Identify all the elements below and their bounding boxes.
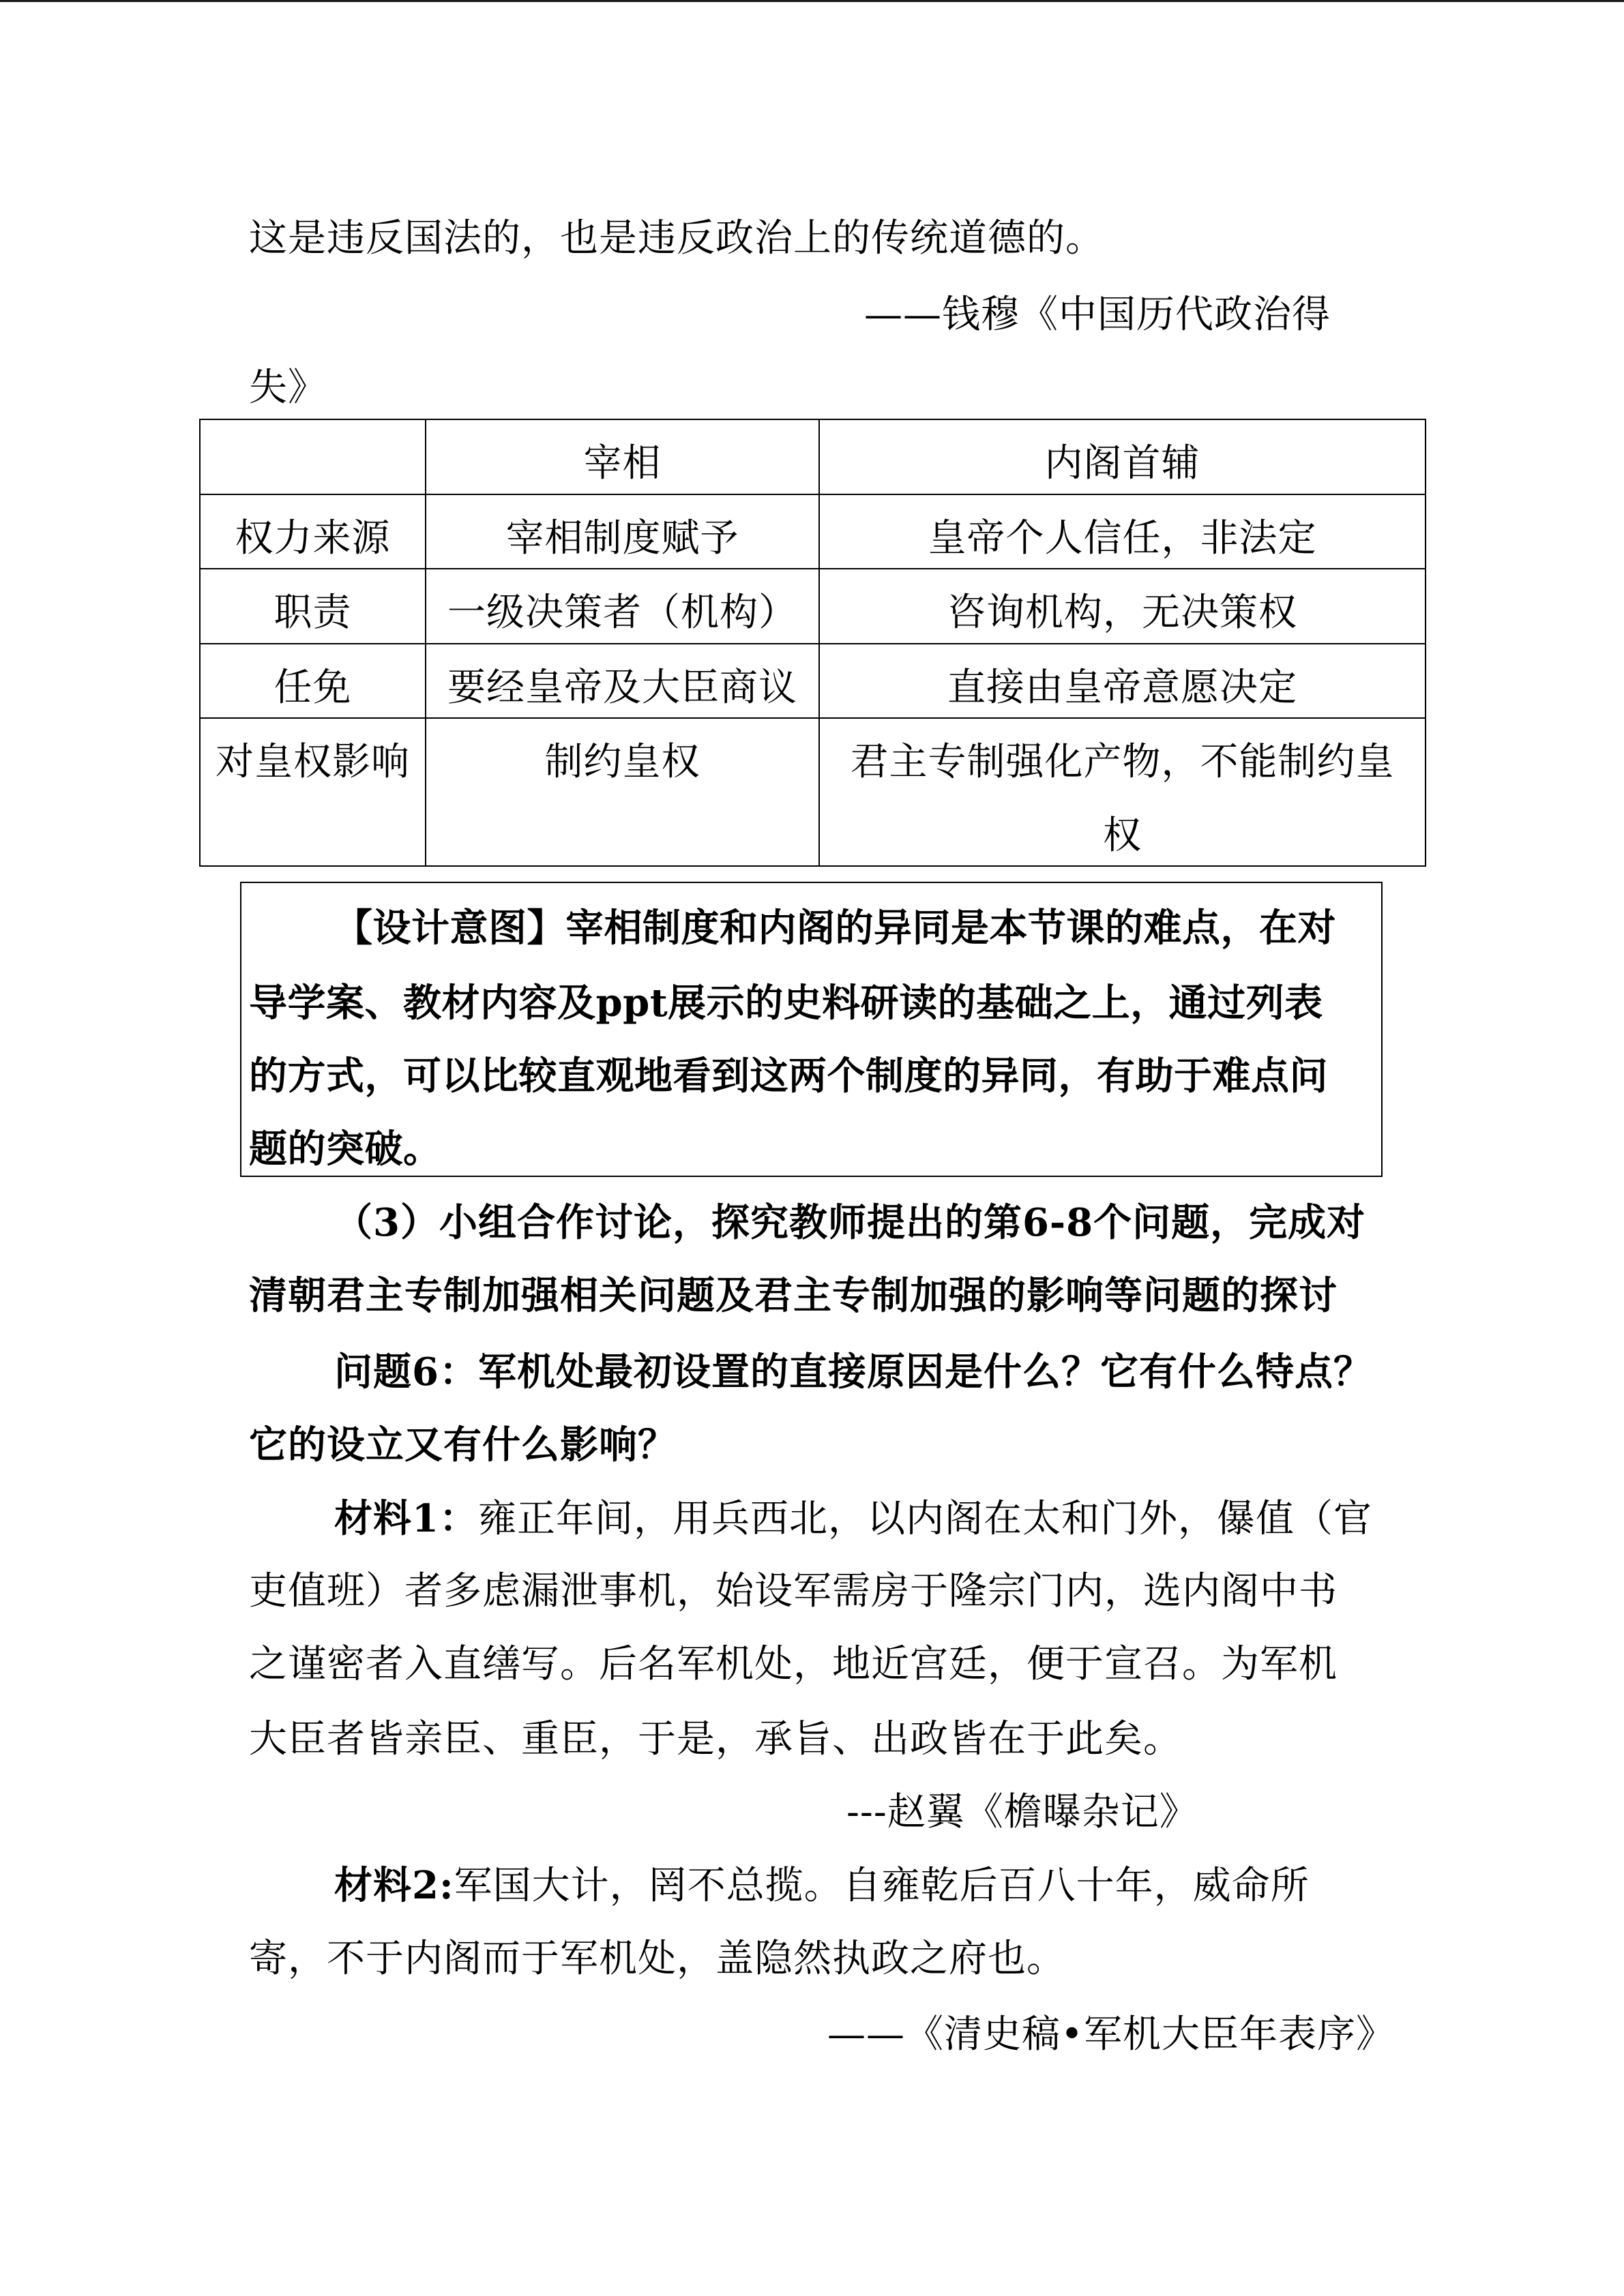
table-corner-cell — [201, 420, 426, 495]
material-2-label: 材料2: — [334, 1863, 454, 1908]
table-cell-chancellor: 制约皇权 — [426, 719, 820, 867]
quote-source-line-2: 失》 — [249, 366, 327, 410]
material-1-line-1 — [334, 1497, 1372, 1540]
table-cell-chancellor: 要经皇帝及大臣商议 — [426, 644, 820, 719]
design-intent-line-3: 的方式，可以比较直观地看到这两个制度的异同，有助于难点问 — [249, 1054, 1328, 1099]
material-2-source: ——《清史稿•军机大臣年表序》 — [827, 2012, 1396, 2057]
table-cell-grand-secretary: 直接由皇帝意愿决定 — [820, 644, 1426, 719]
design-intent-label: 【设计意图】 — [334, 906, 565, 951]
design-intent-box — [240, 882, 1383, 1177]
material-1-source: ---赵翼《檐曝杂记》 — [846, 1790, 1198, 1834]
question-6-line-2: 它的设立又有什么影响？ — [249, 1422, 677, 1467]
table-cell-chancellor: 一级决策者（机构） — [426, 569, 820, 644]
table-cell-grand-secretary: 君主专制强化产物，不能制约皇权 — [820, 719, 1426, 867]
design-intent-text: 宰相制度和内阁的异同是本节课的难点，在对 — [565, 906, 1336, 951]
quote-source-line-1: ——钱穆《中国历代政治得 — [864, 293, 1331, 337]
material-2-line-2: 寄，不于内阁而于军机处，盖隐然执政之府也。 — [249, 1937, 1065, 1981]
discussion-line-1: （3）小组合作讨论，探究教师提出的第6-8个问题，完成对 — [334, 1200, 1366, 1245]
material-1-line-4: 大臣者皆亲臣、重臣，于是，承旨、出政皆在于此矣。 — [249, 1717, 1182, 1761]
table-header-chancellor: 宰相 — [426, 420, 820, 495]
table-cell-grand-secretary: 咨询机构，无决策权 — [820, 569, 1426, 644]
material-1-text: 雍正年间，用兵西北，以内阁在太和门外，儤值（官 — [477, 1497, 1372, 1541]
design-intent-line-2: 导学案、教材内容及ppt展示的史料研读的基础之上，通过列表 — [249, 981, 1323, 1026]
table-cell-aspect: 权力来源 — [201, 495, 426, 569]
page-top-edge — [0, 0, 1624, 2]
material-2-text: 军国大计，罔不总揽。自雍乾后百八十年，威命所 — [454, 1864, 1310, 1908]
question-6-line-1: 问题6：军机处最初设置的直接原因是什么？它有什么特点？ — [334, 1350, 1372, 1395]
table-cell-chancellor: 宰相制度赋予 — [426, 495, 820, 569]
material-2-line-1 — [334, 1864, 1310, 1907]
table-cell-aspect: 职责 — [201, 569, 426, 644]
quote-text: 这是违反国法的，也是违反政治上的传统道德的。 — [249, 216, 1104, 260]
design-intent-line-4: 题的突破。 — [249, 1127, 442, 1172]
table-cell-aspect: 对皇权影响 — [201, 719, 426, 867]
comparison-table — [199, 419, 1426, 867]
table-cell-aspect: 任免 — [201, 644, 426, 719]
table-cell-grand-secretary: 皇帝个人信任，非法定 — [820, 495, 1426, 569]
design-intent-line-1 — [334, 906, 1336, 950]
material-1-line-3: 之谨密者入直缮写。后名军机处，地近宫廷，便于宣召。为军机 — [249, 1642, 1338, 1686]
material-1-label: 材料1： — [334, 1496, 478, 1541]
material-1-line-2: 吏值班）者多虑漏泄事机，始设军需房于隆宗门内，选内阁中书 — [249, 1569, 1338, 1613]
table-header-grand-secretary: 内阁首辅 — [820, 420, 1426, 495]
discussion-line-2: 清朝君主专制加强相关问题及君主专制加强的影响等问题的探讨 — [249, 1273, 1338, 1318]
